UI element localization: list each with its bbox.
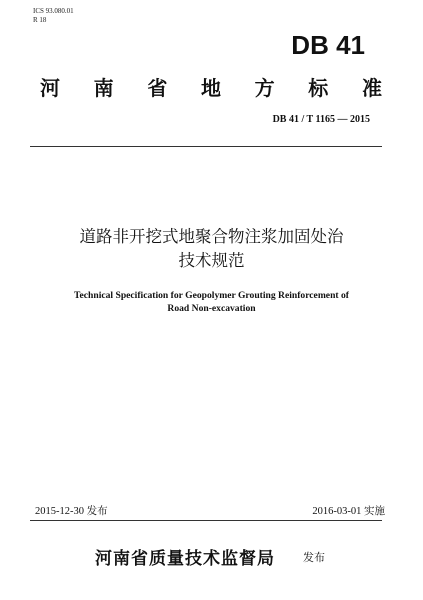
chinese-title-line-1: 道路非开挖式地聚合物注浆加固处治 [79, 227, 344, 246]
heading-char: 地 [200, 76, 221, 100]
bottom-divider [30, 520, 382, 521]
english-title-line-1: Technical Specification for Geopolymer Grouting Reinforcement of [74, 290, 349, 301]
implementation-date: 2016-03-01 实施 [312, 506, 385, 517]
standard-number: DB 41 / T 1165 — 2015 [272, 114, 370, 125]
heading-char: 河 [40, 76, 60, 100]
heading-char: 省 [147, 76, 168, 100]
publish-label: 发布 [303, 551, 325, 564]
classification-codes [33, 7, 74, 25]
heading-char: 准 [361, 76, 382, 100]
publisher: 河南省质量技术监督局 [95, 549, 275, 569]
top-divider [30, 146, 382, 147]
ccs-code: R 18 [33, 16, 47, 24]
heading-char: 方 [254, 76, 275, 100]
chinese-title-line-2: 技术规范 [178, 251, 245, 270]
issue-date: 2015-12-30 发布 [35, 506, 108, 517]
ics-code: ICS 93.080.01 [33, 7, 74, 15]
heading-char: 南 [93, 76, 114, 100]
heading-char: 标 [308, 76, 329, 100]
db-code: DB 41 [291, 30, 365, 60]
local-standard-heading [40, 72, 382, 101]
english-title-line-2: Road Non-excavation [167, 303, 256, 314]
